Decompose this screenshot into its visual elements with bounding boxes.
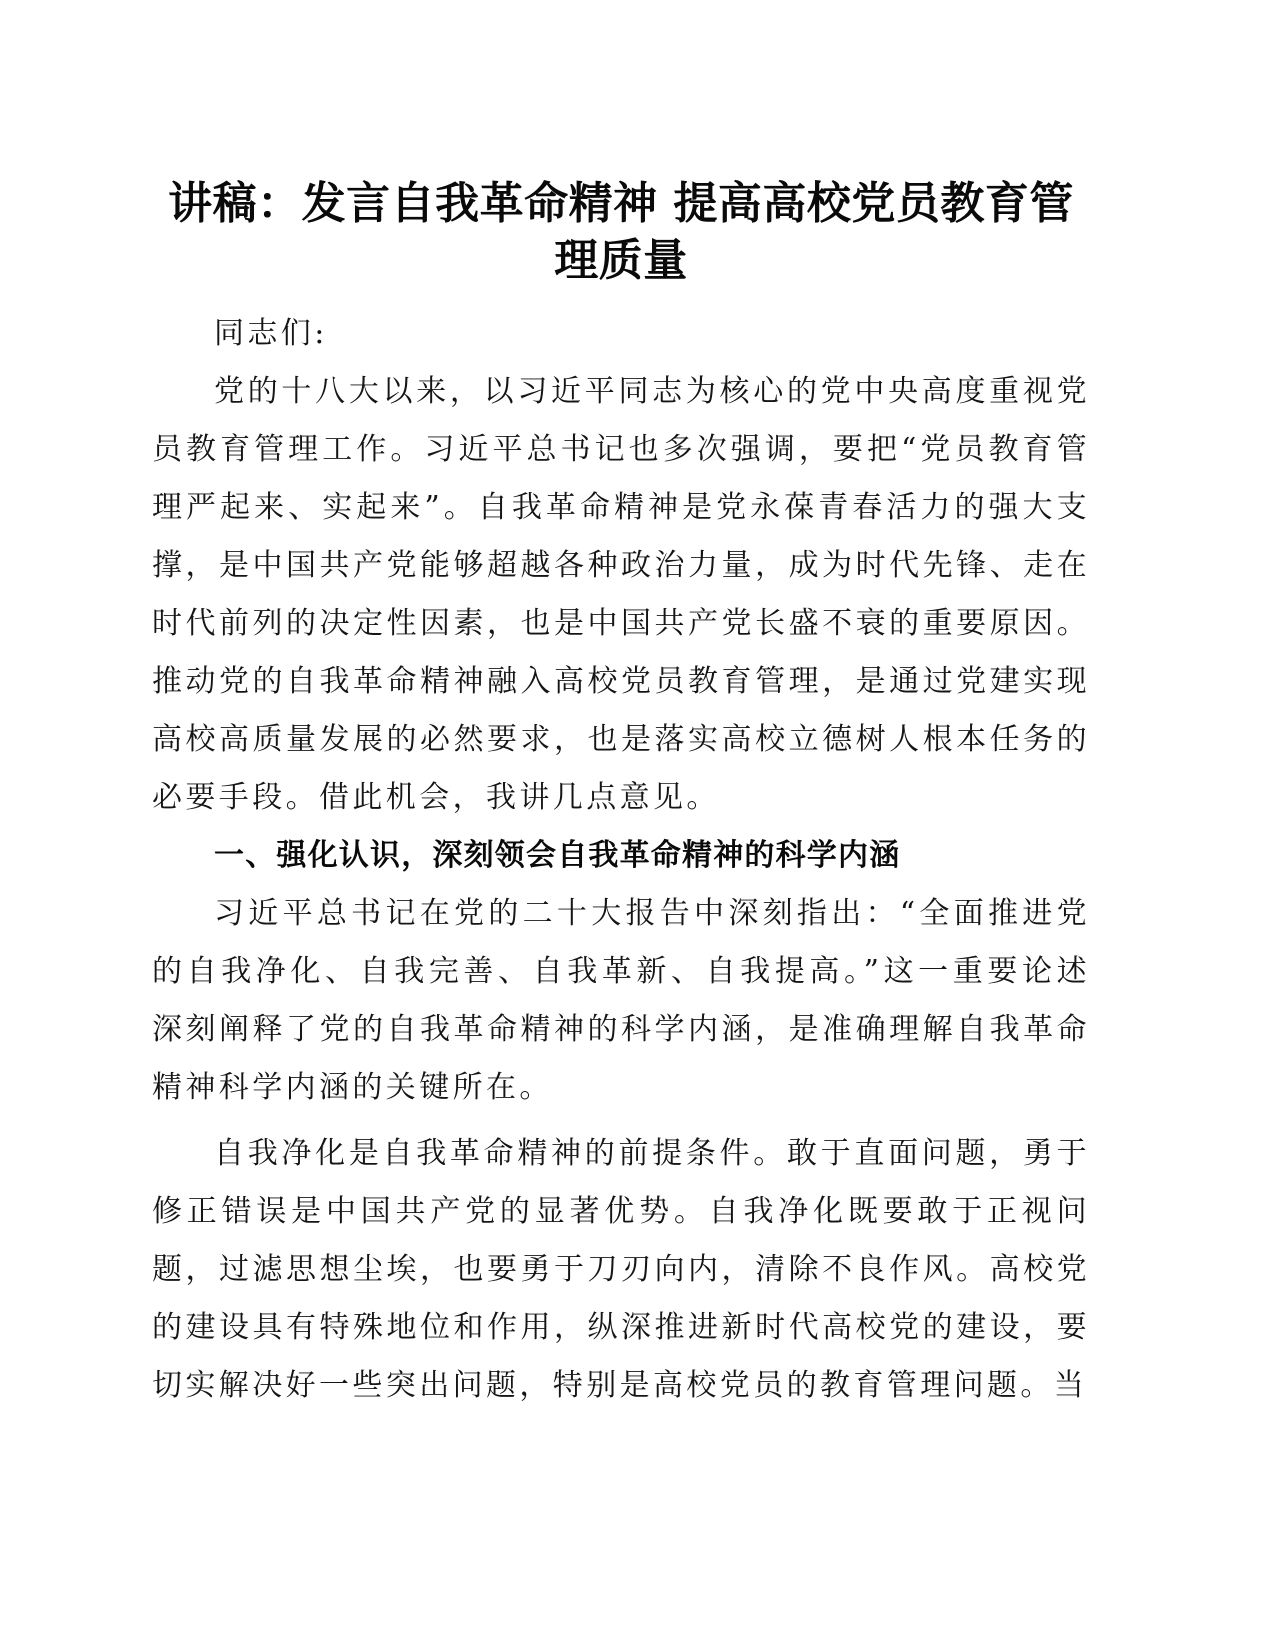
salutation: 同志们:: [214, 316, 328, 351]
intro-paragraph: 党的十八大以来，以习近平同志为核心的党中央高度重视党员教育管理工作。习近平总书记也多次强调，要把“党员教育管理严起来、实起来”。自我革命精神是党永葆青春活力的强大支撑，是中国共产党能够超越各种政治力量，成为时代先锋、走在时代前列的决定性因素，也是中国共产党长盛不衰的重要原因。推动党的自我革命精神融入高校党员教育管理，是通过党建实现高校高质量发展的必然要求，也是落实高校立德树人根本任务的必要手段。借此机会，我讲几点意见。: [152, 374, 1090, 815]
section-1-paragraph-1: 习近平总书记在党的二十大报告中深刻指出：“全面推进党的自我净化、自我完善、自我革新、自我提高。”这一重要论述深刻阐释了党的自我革命精神的科学内涵，是准确理解自我革命精神科学内涵的关键所在。: [152, 896, 1090, 1105]
document-body: [152, 305, 1090, 1415]
document-content: [152, 175, 1090, 1415]
section-1-paragraph-2: 自我净化是自我革命精神的前提条件。敢于直面问题，勇于修正错误是中国共产党的显著优势。自我净化既要敢于正视问题，过滤思想尘埃，也要勇于刀刃向内，清除不良作风。高校党的建设具有特殊地位和作用，纵深推进新时代高校党的建设，要切实解决好一些突出问题，特别是高校党员的教育管理问题。当: [152, 1136, 1090, 1403]
section-heading-1: 一、强化认识，深刻领会自我革命精神的科学内涵: [214, 838, 901, 873]
document-title: 讲稿：发言自我革命精神 提高高校党员教育管理质量: [168, 178, 1074, 286]
